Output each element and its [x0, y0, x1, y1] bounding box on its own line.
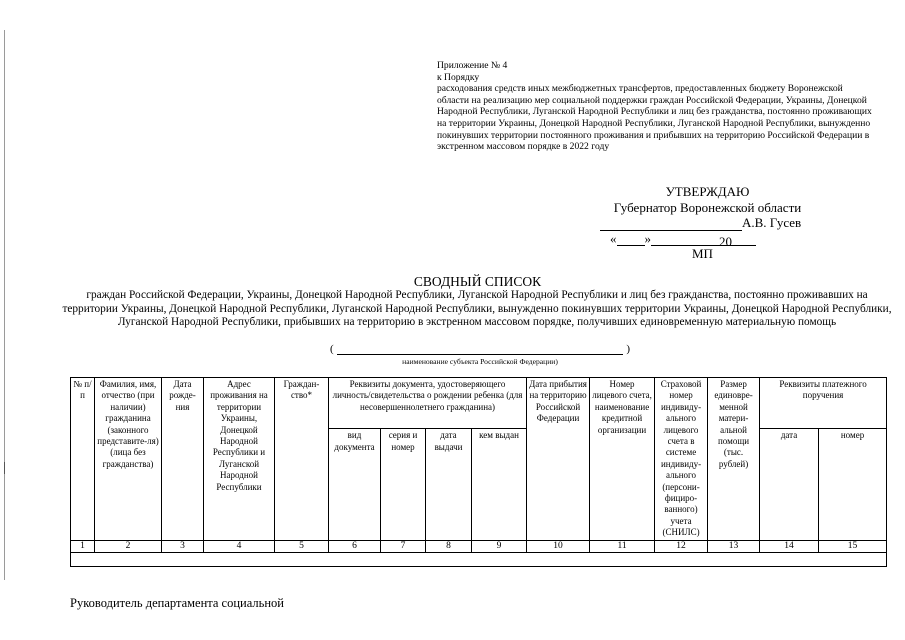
column-number: 6: [329, 540, 381, 552]
header-payment-date: дата: [760, 429, 819, 540]
header-address: Адрес проживания на территории Украины, Донецкой Народной Республики и Луганской Народной Республики: [204, 378, 275, 541]
column-number: 10: [527, 540, 590, 552]
signature-line: [600, 215, 815, 231]
header-citizenship: Граждан-ство*: [275, 378, 329, 541]
column-number: 14: [760, 540, 819, 552]
subject-rule: [337, 354, 623, 355]
date-quote-close: »: [644, 230, 651, 246]
column-number: 4: [204, 540, 275, 552]
approval-position: Губернатор Воронежской области: [613, 199, 802, 215]
seal-label: МП: [692, 246, 713, 261]
appendix-block: [437, 60, 877, 153]
document-subtitle: граждан Российской Федерации, Украины, Донецкой Народной Республики, Луганской Народной Республики и лиц без гражданства, постоянно проживавших на территории Украины, Донецкой Народной Республики, Луганской Народной Республики, вынужденно покинувших территории Украины, Донецкой Народной Республики, Луганской Народной Республики, прибывших на территорию в экстренном массовом порядке, получивших единовременную материальную помощь: [62, 289, 892, 329]
column-number: 15: [819, 540, 887, 552]
date-year-prefix: 20: [719, 234, 732, 249]
header-payment-number: номер: [819, 429, 887, 540]
column-number: 5: [275, 540, 329, 552]
signature-blank: [600, 219, 742, 231]
column-number: 12: [655, 540, 708, 552]
header-account: Номер лицевого счета, наименование кредитной организации: [590, 378, 655, 541]
column-number: 7: [381, 540, 426, 552]
header-number: № п/п: [71, 378, 95, 541]
header-amount: Размер единовре-менной матери-альной помощи (тыс. рублей): [708, 378, 760, 541]
approval-block: [600, 184, 815, 262]
header-birth-date: Дата рожде-ния: [162, 378, 204, 541]
approval-date-line: [600, 231, 815, 247]
date-year-blank: [732, 234, 756, 246]
appendix-number: Приложение № 4: [437, 60, 508, 71]
column-number: 1: [71, 540, 95, 552]
empty-row-cell: [71, 552, 887, 566]
summary-table: [70, 377, 887, 567]
document-title: СВОДНЫЙ СПИСОК: [413, 274, 542, 289]
column-number: 9: [472, 540, 527, 552]
header-arrival-date: Дата прибытия на территорию Российской Федерации: [527, 378, 590, 541]
date-month-blank: [651, 234, 719, 246]
column-number: 8: [426, 540, 472, 552]
header-document-group: Реквизиты документа, удостоверяющего личность/свидетельства о рождении ребенка (для несовершеннолетнего гражданина): [329, 378, 527, 429]
column-numbers-row: [71, 540, 887, 552]
subject-caption: наименование субъекта Российской Федерации): [402, 357, 558, 366]
header-snils: Страховой номер индивиду-ального лицевого счета в системе индивиду-ального (персони-фициро-ванного) учета (СНИЛС): [655, 378, 708, 541]
approval-heading: УТВЕРЖДАЮ: [665, 184, 750, 199]
header-doc-series: серия и номер: [381, 429, 426, 540]
column-number: 13: [708, 540, 760, 552]
header-doc-type: вид документа: [329, 429, 381, 540]
column-number: 11: [590, 540, 655, 552]
table-header-row: [71, 378, 887, 429]
subject-paren-open: (: [330, 343, 334, 355]
date-day-blank: [617, 234, 645, 246]
column-number: 3: [162, 540, 204, 552]
header-payment-group: Реквизиты платежного поручения: [760, 378, 887, 429]
header-full-name: Фамилия, имя, отчество (при наличии) гражданина (законного представите-ля) (лица без гражданства): [95, 378, 162, 541]
table-empty-row: [71, 552, 887, 566]
subject-paren-close: ): [626, 343, 630, 355]
page-edge-mark: [4, 462, 5, 474]
header-doc-date: дата выдачи: [426, 429, 472, 540]
footer-signatory: Руководитель департамента социальной: [70, 596, 284, 610]
header-doc-issuer: кем выдан: [472, 429, 527, 540]
column-number: 2: [95, 540, 162, 552]
page-edge-line: [4, 30, 5, 580]
appendix-description: расходования средств иных межбюджетных трансфертов, предоставленных бюджету Воронежской области на реализацию мер социальной поддержки граждан Российской Федерации, Украины, Донецкой Народной Республики, Луганской Народной Республики и лиц без гражданства, постоянно проживающих на территории Украины, Донецкой Народной Республики, Луганской Народной Республики, вынужденно покинувших территории постоянного проживания и прибывших на территорию Российской Федерации в экстренном массовом порядке в 2022 году: [437, 83, 872, 153]
appendix-order-ref: к Порядку: [437, 71, 480, 83]
date-quote-open: «: [610, 230, 617, 246]
signature-name: А.В. Гусев: [742, 215, 802, 230]
